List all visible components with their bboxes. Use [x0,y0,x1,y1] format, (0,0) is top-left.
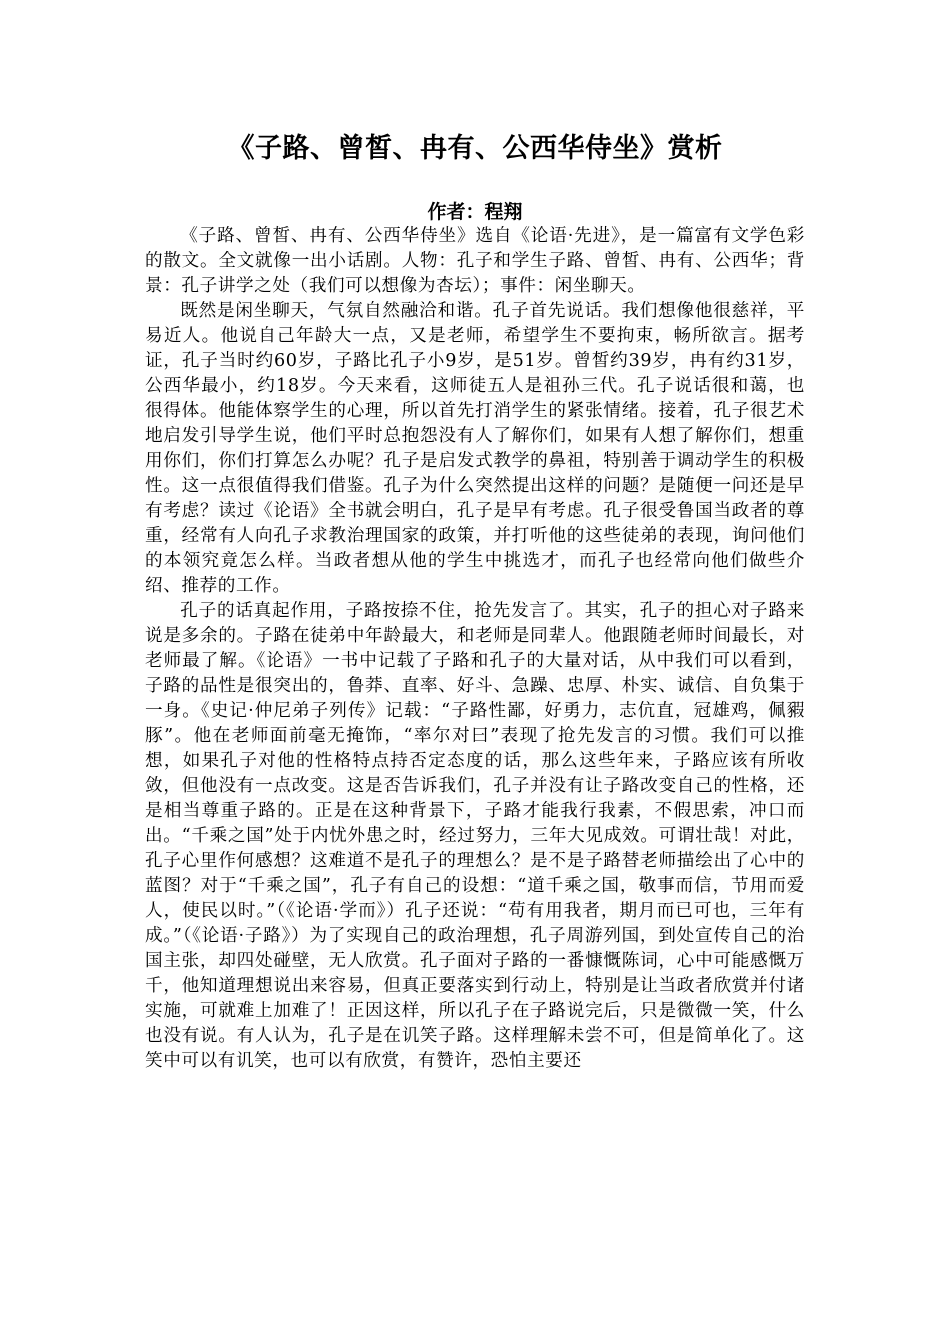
paragraph: 《子路、曾皙、冉有、公西华侍坐》选自《论语·先进》，是一篇富有文学色彩的散文。全文就像一出小话剧。人物：孔子和学生子路、曾皙、冉有、公西华；背景：孔子讲学之处（我们可以想像为杏坛）；事件：闲坐聊天。 [145,226,805,296]
paragraph: 既然是闲坐聊天，气氛自然融洽和谐。孔子首先说话。我们想像他很慈祥，平易近人。他说自己年龄大一点，又是老师，希望学生不要拘束，畅所欲言。据考证，孔子当时约60岁，子路比孔子小9岁，是51岁。曾皙约39岁，冉有约31岁，公西华最小，约18岁。今天来看，这师徒五人是祖孙三代。孔子说话很和蔼，也很得体。他能体察学生的心理，所以首先打消学生的紧张情绪。接着，孔子很艺术地启发引导学生说，他们平时总抱怨没有人了解你们，如果有人想了解你们，想重用你们，你们打算怎么办呢？孔子是启发式教学的鼻祖，特别善于调动学生的积极性。这一点很值得我们借鉴。孔子为什么突然提出这样的问题？是随便一问还是早有考虑？读过《论语》全书就会明白，孔子是早有考虑。孔子很受鲁国当政者的尊重，经常有人向孔子求教治理国家的政策，并打听他的这些徒弟的表现，询问他们的本领究竟怎么样。当政者想从他的学生中挑选才，而孔子也经常向他们做些介绍、推荐的工作。 [145,301,805,596]
document-body [145,224,805,1074]
document-author: 作者：程翔 [427,201,523,223]
paragraph: 孔子的话真起作用，子路按捺不住，抢先发言了。其实，孔子的担心对子路来说是多余的。子路在徒弟中年龄最大，和老师是同辈人。他跟随老师时间最长，对老师最了解。《论语》一书中记载了子路和孔子的大量对话，从中我们可以看到，子路的品性是很突出的，鲁莽、直率、好斗、急躁、忠厚、朴实、诚信、自负集于一身。《史记·仲尼弟子列传》记载：“子路性鄙，好勇力，志伉直，冠雄鸡，佩豭豚”。他在老师面前毫无掩饰，“率尔对曰”表现了抢先发言的习惯。我们可以推想，如果孔子对他的性格特点持否定态度的话，那么这些年来，子路应该有所收敛，但他没有一点改变。这是否告诉我们，孔子并没有让子路改变自己的性格，还是相当尊重子路的。正是在这种背景下，子路才能我行我素，不假思索，冲口而出。“千乘之国”处于内忧外患之时，经过努力，三年大见成效。可谓壮哉！对此，孔子心里作何感想？这难道不是孔子的理想么？是不是子路替老师描绘出了心中的蓝图？对于“千乘之国”，孔子有自己的设想：“道千乘之国，敬事而信，节用而爱人，使民以时。”（《论语·学而》）孔子还说：“苟有用我者，期月而已可也，三年有成。”（《论语·子路》）为了实现自己的政治理想，孔子周游列国，到处宣传自己的治国主张，却四处碰壁，无人欣赏。孔子面对子路的一番慷慨陈词，心中可能感慨万千，他知道理想说出来容易，但真正要落实到行动上，特别是让当政者欣赏并付诸实施，可就难上加难了！正因这样，所以孔子在子路说完后，只是微微一笑，什么也没有说。有人认为，孔子是在讥笑子路。这样理解未尝不可，但是简单化了。这笑中可以有讥笑，也可以有欣赏，有赞许，恐怕主要还 [145,601,805,1071]
document-title: 《子路、曾皙、冉有、公西华侍坐》赏析 [227,133,723,164]
